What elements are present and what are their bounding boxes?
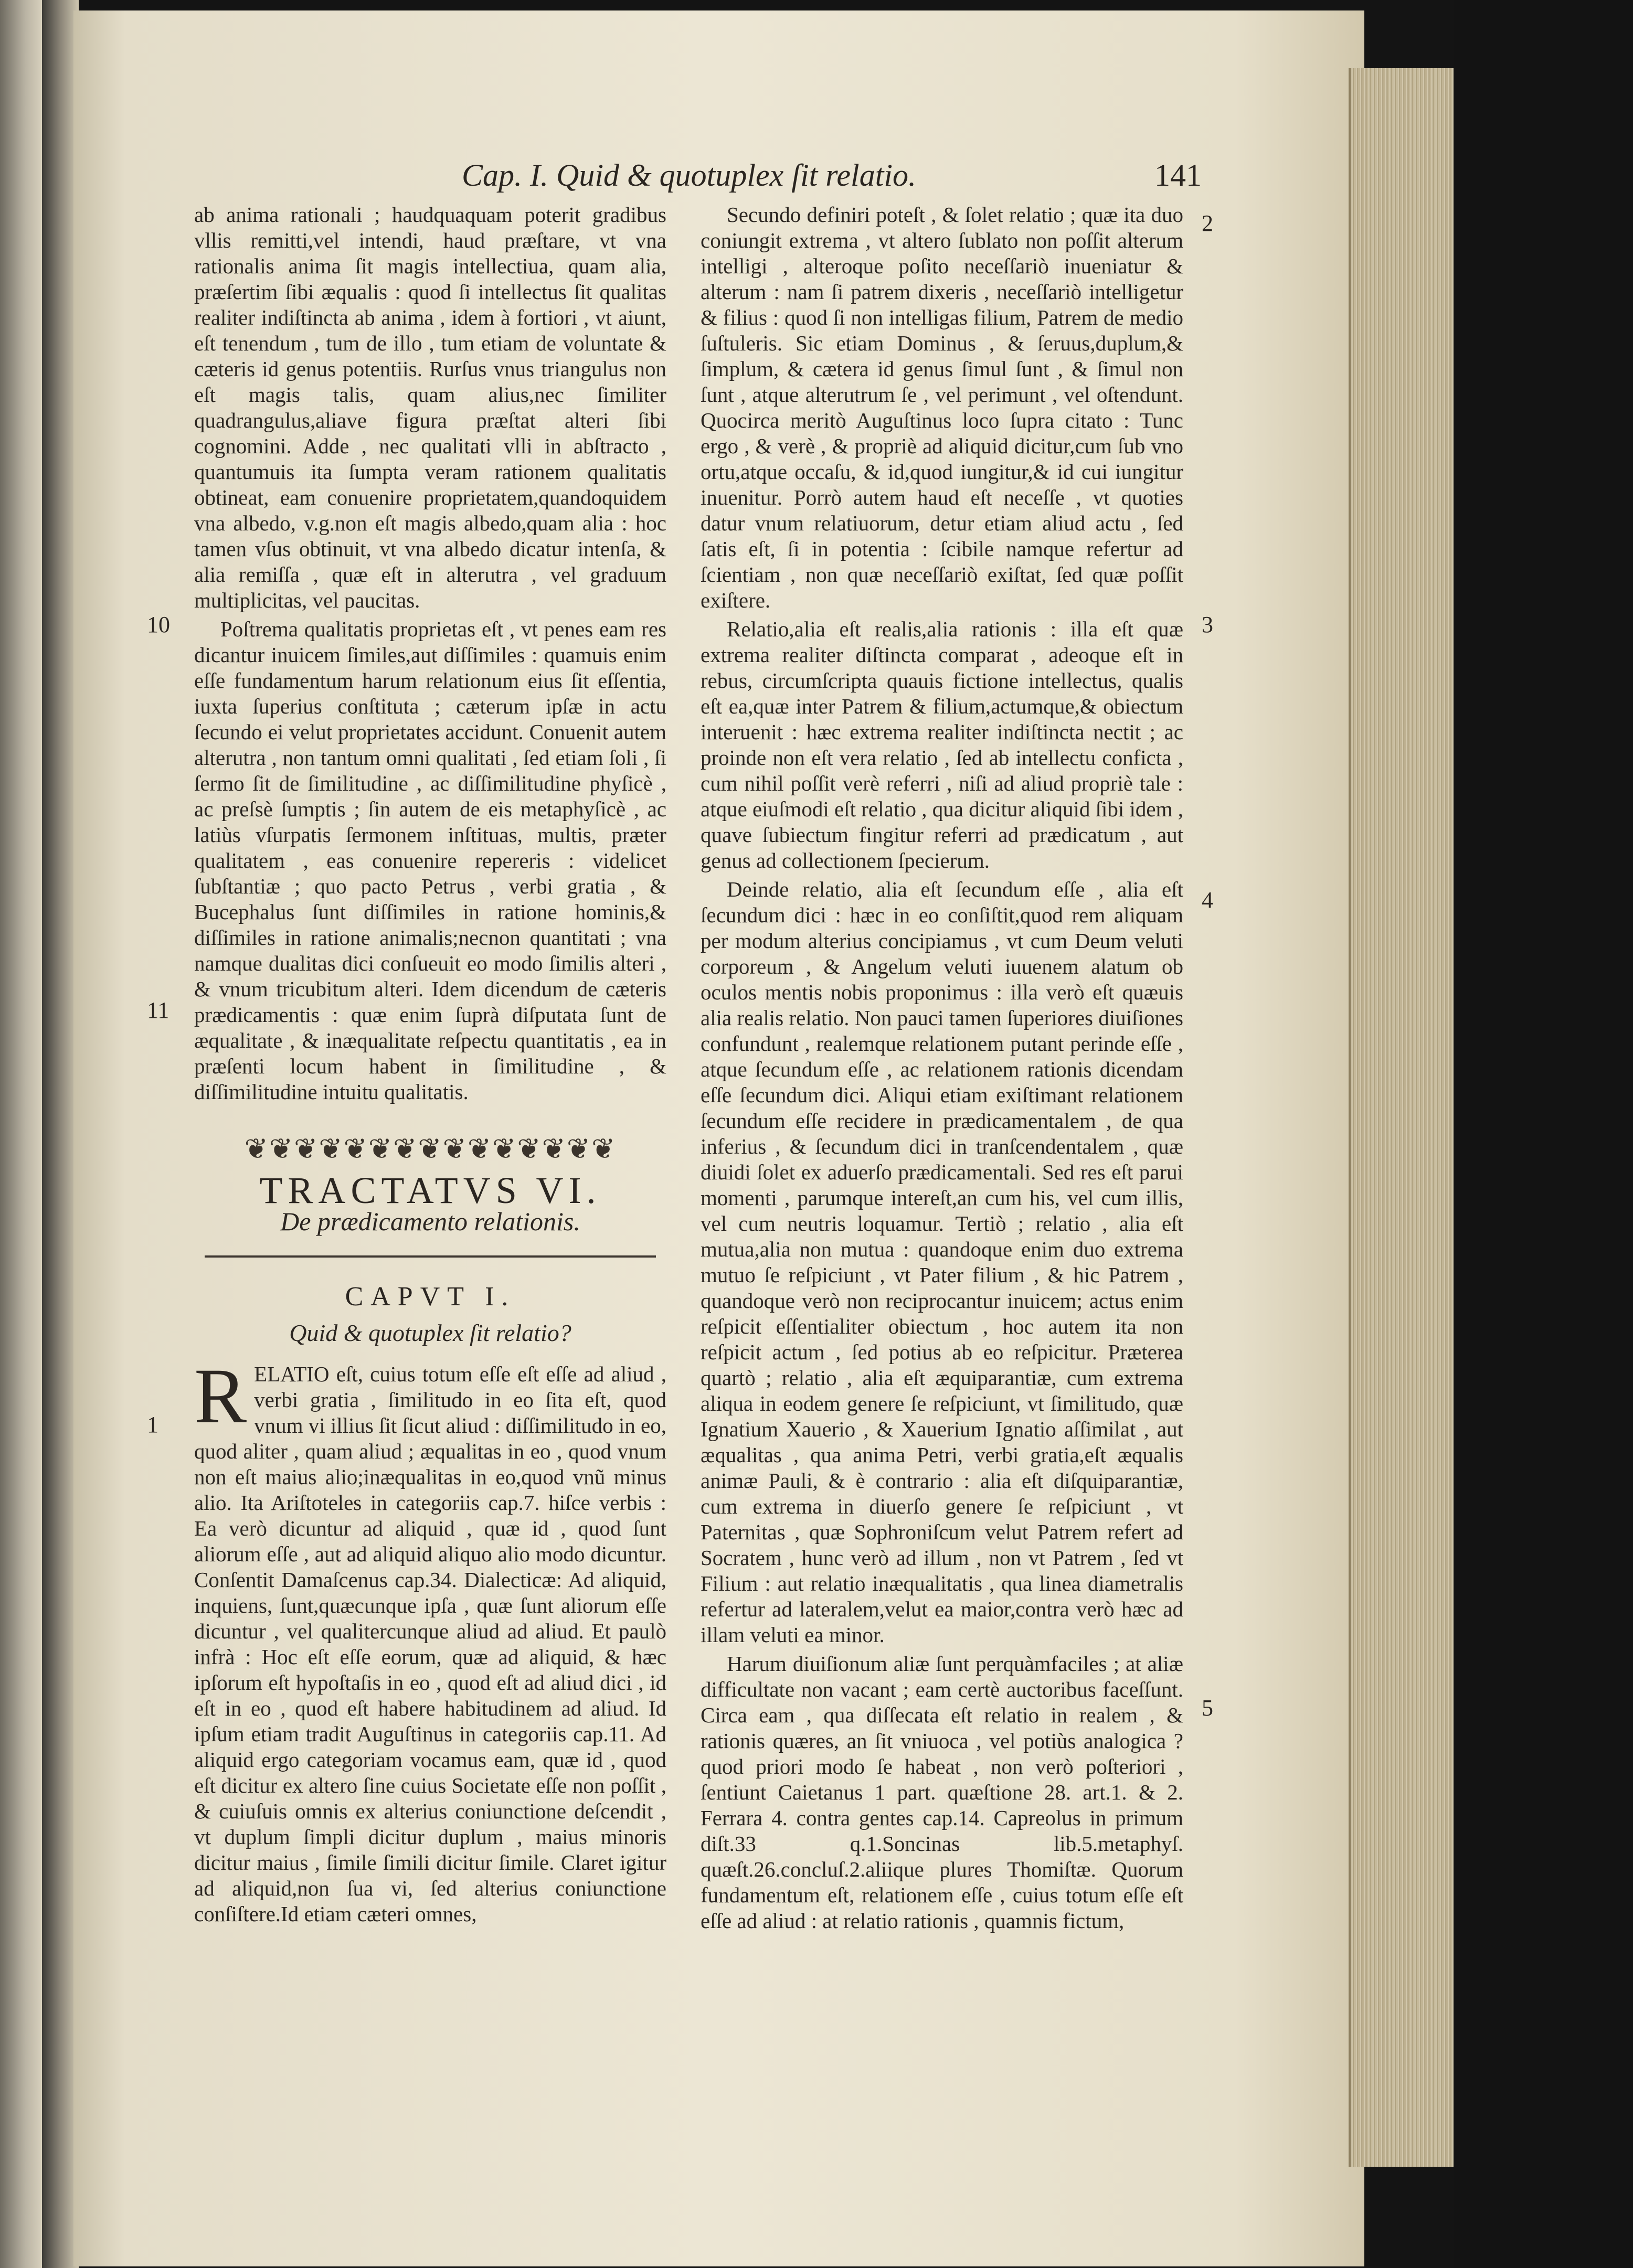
ornament-band: ❦❦❦❦❦❦❦❦❦❦❦❦❦❦❦ (244, 1133, 617, 1165)
running-head: Cap. I. Quid & quotuplex ſit relatio. (462, 158, 917, 193)
divider-rule (205, 1255, 656, 1258)
margin-number-4: 4 (1202, 887, 1213, 913)
background-dark (1454, 0, 1633, 2268)
left-page-edge (0, 0, 42, 2268)
paragraph: Deinde relatio, alia eſt ſecundum eſſe , alia eſt ſecundum dici : hæc in eo conſiſtit,quod rem aliquam per modum alterius concipiamus , vt cum Deum veluti corporeum , & Angelum veluti iuuenem alatum ob oculos mentis nobis proponimus : illa verò eſt quæuis alia realis relatio. Non pauci tamen ſuperiores diuiſiones confundunt , realemque relationem putant perinde eſſe , atque ſecundum eſſe , ac relationem rationis dicendam eſſe ſecundum dici. Aliqui etiam exiſtimant relationem ſecundum eſſe recidere in prædicamentalem , de qua inferius , & ſecundum dici in tranſcendentalem , quæ diuidi ſolet ex aduerſo prædicamentali. Sed res eſt parui momenti , parumque intereſt,an cum his, vel cum illis, vel cum neutris loquamur. Tertiò ; relatio , alia eſt mutua,alia non mutua : quandoque enim duo extrema mutuo ſe reſpiciunt , vt Pater filium , & hic Patrem , quandoque verò non reciprocantur inuicem; actus enim reſpicit eſſentialiter obiectum , hoc autem ita non reſpicit actum , ſed potius ab eo reſpicitur. Præterea quartò ; relatio , alia eſt æquiparantiæ, cum extrema aliqua in eodem genere ſe reſpiciunt, vt ſimilitudo, quæ Ignatium Xauerio , & Xauerium Ignatio aſſimilat , aut æqualitas , qua anima Petri, verbi gratia,eſt æqualis animæ Pauli, & è contrario : alia eſt diſquiparantiæ, cum extrema in diuerſo genere ſe reſpiciunt , vt Paternitas , quæ Sophroniſcum velut Patrem refert ad Socratem , hunc verò ad illum , non vt Patrem , ſed vt Filium : aut relatio inæqualitatis , qua linea diametralis refertur ad lateralem,velut ea maior,contra verò hæc ad illam veluti ea minor. (701, 877, 1183, 1647)
paragraph: Secundo definiri poteſt , & ſolet relatio ; quæ ita duo coniungit extrema , vt altero ſublato non poſſit alterum intelligi , alteroque poſito neceſſariò inueniatur & alterum : nam ſi patrem dixeris , neceſſariò intelligetur & filius : quod ſi non intelligas filium, Patrem de medio ſuſtuleris. Sic etiam Dominus , & ſeruus,duplum,& ſimplum, & cætera id genus ſimul ſunt , & ſimul non ſunt , atque alterutrum ſe , vel perimunt , vel oſtendunt. Quocirca meritò Auguſtinus loco ſupra citato : Tunc ergo , & verè , & propriè ad aliquid dicitur,cum ſub vno ortu,atque occaſu, & id,quod iungitur,& id cui iungitur inuenitur. Porrò autem haud eſt neceſſe , vt quoties datur vnum relatiuorum, detur etiam aliud actu , ſed ſatis eſt, ſi in potentia : ſcibile namque refertur ad ſcientiam , non quæ neceſſariò exiſtat, ſed quæ poſſit exiſtere. (701, 203, 1183, 612)
page-edges (1349, 68, 1456, 2167)
margin-number-5: 5 (1202, 1695, 1213, 1721)
chapter-subtitle: Quid & quotuplex ſit relatio? (289, 1319, 571, 1346)
tractate-title: TRACTATVS VI. (259, 1169, 601, 1211)
margin-number-11: 11 (147, 997, 169, 1023)
margin-number-2: 2 (1202, 210, 1213, 236)
paragraph: Poſtrema qualitatis proprietas eſt , vt penes eam res dicantur inuicem ſimiles,aut diſſimiles : quamuis enim eſſe fundamentum harum relationum eius ſit eſſentia, iuxta ſuperius conſtituta ; cæterum ipſæ in actu ſecundo ei velut proprietates accidunt. Conuenit autem alterutra , non tantum omni qualitati , ſed etiam ſoli , ſi ſermo ſit de ſimilitudine , ac diſſimilitudine phyſicè , ac preſsè ſumptis ; ſin autem de eis metaphyſicè , ac latiùs vſurpatis ſermonem inſtituas, multis, præter qualitatem , eas conuenire repereris : videlicet ſubſtantiæ ; quo pacto Petrus , verbi gratia , & Bucephalus ſunt diſſimiles in ratione hominis,& diſſimiles in ratione animalis;necnon quantitati ; vna namque dualitas dici conſueuit eo modo ſimilis alteri , & vnum tricubitum alteri. Idem dicendum de cæteris prædicamentis : quæ enim ſuprà diſputata ſunt de æqualitate , & inæqualitate reſpectu quantitatis , ea in præſenti locum habent in ſimilitudine , & diſſimilitudine intuitu qualitatis. (194, 617, 666, 1104)
page-number: 141 (1154, 158, 1202, 193)
drop-cap: R (194, 1353, 247, 1440)
margin-number-3: 3 (1202, 612, 1213, 637)
tractate-subtitle: De prædicamento relationis. (280, 1207, 580, 1236)
paragraph: Relatio,alia eſt realis,alia rationis : illa eſt quæ extrema realiter diſtincta comparat , adeoque eſt in rebus, circumſcripta quauis fictione intellectus, qualis eſt ea,quæ inter Patrem & filium,actumque,& obiectum interuenit : hæc extrema realiter indiſtincta nectit ; ac proinde non eſt vera relatio , ſed ab intellectu conficta , cum nihil poſſit verè referri , niſi ad aliud propriè tale : atque eiuſmodi eſt relatio , qua dicitur aliquid ſibi idem , quave ſubiectum fingitur referri ad prædicatum , aut genus ad collectionem ſpecierum. (701, 617, 1183, 872)
margin-number-1: 1 (147, 1412, 158, 1438)
chapter-heading: CAPVT I. (345, 1282, 516, 1312)
paragraph: ab anima rationali ; haudquaquam poterit gradibus vllis remitti,vel intendi, haud præſtare, vt vna rationalis anima ſit magis intellectiua, quam alia, præſertim ſibi æqualis : quod ſi intellectus ſit qualitas realiter indiſtincta ab anima , idem à fortiori , vt aiunt, eſt tenendum , tum de illo , tum etiam de voluntate & cæteris id genus potentiis. Rurſus vnus triangulus non eſt magis talis, quam alius,nec ſimiliter quadrangulus,aliave figura præſtat alteri ſibi cognomini. Adde , nec qualitati vlli in abſtracto , quantumuis ita ſumpta veram rationem qualitatis obtineat, eam conuenire proprietatem,quandoquidem vna albedo, v.g.non eſt magis albedo,quam alia : hoc tamen vſus obtinuit, vt vna albedo dicatur intenſa, & alia remiſſa , quæ eſt in alterutra , vel graduum multiplicitas, vel paucitas. (194, 203, 666, 612)
left-column (194, 202, 666, 1930)
paragraph: Harum diuiſionum aliæ ſunt perquàmfaciles ; at aliæ difficultate non vacant ; eam certè auctoribus faceſſunt. Circa eam , qua diſſecata eſt relatio in realem , & rationis quæres, an ſit vniuoca , vel potiùs analogica ? quod priori modo ſe habeat , non verò poſteriori , ſentiunt Caietanus 1 part. quæſtione 28. art.1. & 2. Ferrara 4. contra gentes cap.14. Capreolus in primum diſt.33 q.1.Soncinas lib.5.metaphyſ. quæſt.26.concluſ.2.aliique plures Thomiſtæ. Quorum fundamentum eſt, relationem eſſe , cuius totum eſſe eſt eſſe ad aliud : at relatio rationis , quamnis fictum, (701, 1652, 1183, 1933)
right-column (701, 202, 1183, 1937)
margin-number-10: 10 (147, 612, 170, 637)
paragraph: ELATIO eſt, cuius totum eſſe eſt eſſe ad aliud , verbi gratia , ſimilitudo in eo ſita eſt, quod vnum vi illius ſit ſicut aliud : diſſimilitudo in eo, quod aliter , quam aliud ; æqualitas in eo , quod vnum non eſt maius alio;inæqualitas in eo,quod vnũ minus alio. Ita Ariſtoteles in categoriis cap.7. hiſce verbis : Ea verò dicuntur ad aliquid , quæ id , quod ſunt aliorum eſſe , aut ad aliquid aliquo alio modo dicuntur. Conſentit Damaſcenus cap.34. Dialecticæ: Ad aliquid, inquiens, ſunt,quæcunque ipſa , quæ ſunt aliorum eſſe dicuntur , vel qualitercunque aliud ad aliud. Et paulò infrà : Hoc eſt eſſe eorum, quæ ad aliquid, & hæc ipſorum eſt hypoſtaſis in eo , quod eſt ad aliud dici , id eſt in eo , quod eſt habere habitudinem ad aliud. Id ipſum etiam tradit Auguſtinus in categoriis cap.11. Ad aliquid ergo categoriam vocamus eam, quæ id , quod eſt dicitur ex altero ſine cuius Societate eſſe non poſſit , & cuiuſuis omnis ex alterius coniunctione deſcendit , vt duplum ſimpli dicitur duplum , maius minoris dicitur maius , ſimile ſimili dicitur ſimile. Claret igitur ad aliquid,non ſua vi, ſed alterius coniunctione conſiſtere.Id etiam cæteri omnes, (194, 1362, 666, 1926)
chapter-opening (194, 1353, 666, 1927)
